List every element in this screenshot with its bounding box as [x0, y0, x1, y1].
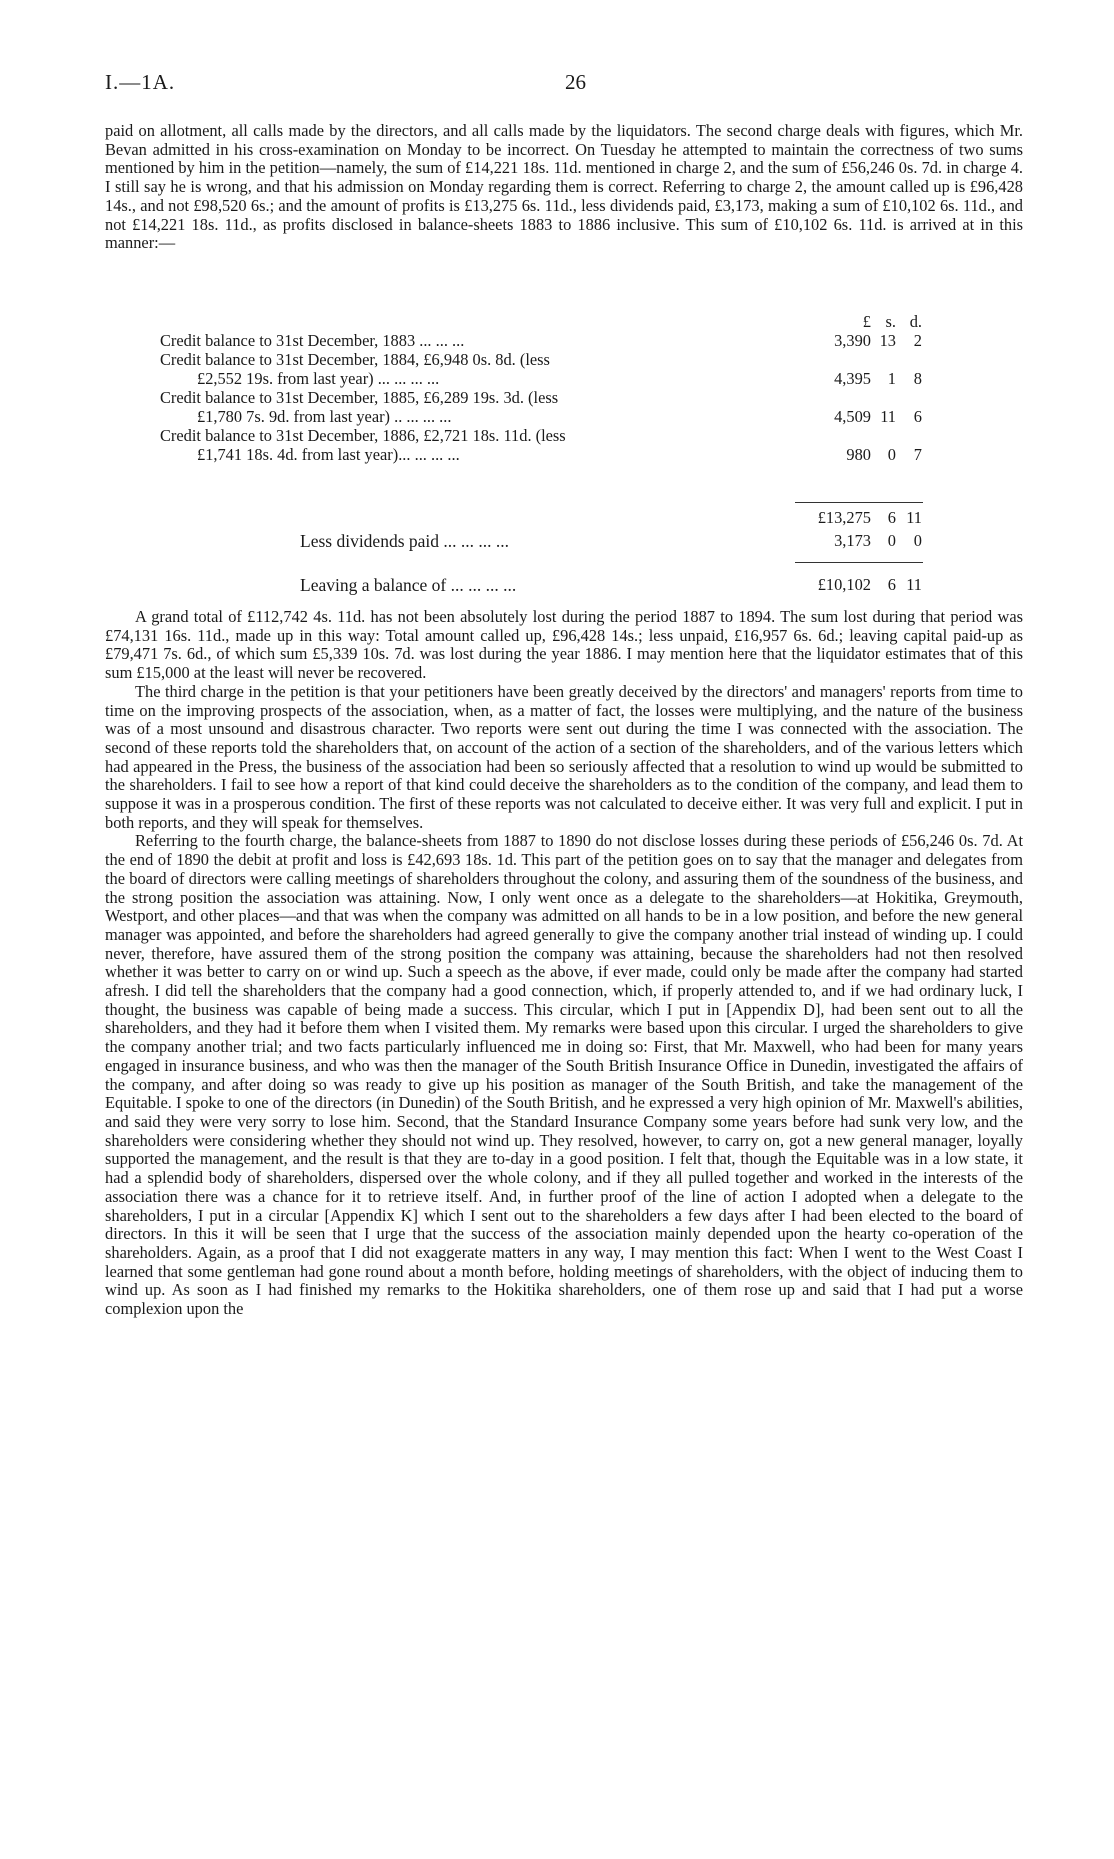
less-shillings: 0 [887, 531, 896, 550]
row-pounds: 3,390 [834, 331, 871, 350]
row-label: Credit balance to 31st December, 1886, £2,721 18s. 11d. (less [160, 426, 566, 445]
row-shillings: 1 [887, 369, 896, 388]
row-label-continued: £1,741 18s. 4d. from last year)... ... ... ... [197, 445, 460, 464]
paragraph-third-charge: The third charge in the petition is that your petitioners have been greatly deceived by the directors' and managers' reports from time to time on the improving prospects of the association, when, as a matter of fact, the losses were multiplying, and the nature of the business was of a most unsound and disastrous character. Two reports were sent out during the time I was connected with the association. The second of these reports told the shareholders that, on account of the action of a section of the shareholders, and of the various letters which had appeared in the Press, the business of the association had been so seriously affected that a resolution to wind up would be submitted to the shareholders. I fail to see how a report of that kind could deceive the shareholders as to the condition of the company, and lead them to suppose it was in a prosperous condition. The first of these reports was not calculated to deceive either. It was very full and explicit. I put in both reports, and they will speak for themselves. [105, 681, 1023, 832]
col-header-shillings: s. [885, 312, 896, 331]
balance-rule [795, 562, 923, 563]
paragraph-losses: A grand total of £112,742 4s. 11d. has not been absolutely lost during the period 1887 to 1894. The sum lost during that period was £74,131 16s. 11d., made up in this way: Total amount called up, £96,428 14s.; less unpaid, £16,957 6s. 6d.; leaving capital paid-up as £79,471 7s. 6d., of which sum £5,339 10s. 7d. was lost during the year 1886. I may mention here that the liquidator estimates that of this sum £15,000 at the least will never be recovered. [105, 607, 1023, 683]
page-number: 26 [565, 70, 586, 94]
row-label: Credit balance to 31st December, 1883 ... ... ... [160, 331, 465, 350]
row-pence: 2 [913, 331, 922, 350]
body-text [105, 608, 1023, 1319]
row-pence: 7 [913, 445, 922, 464]
intro-text [105, 122, 1023, 253]
total-pounds: £13,275 [817, 508, 871, 527]
balance-pence: 11 [906, 575, 922, 594]
col-header-pounds: £ [862, 312, 871, 331]
less-pence: 0 [913, 531, 922, 550]
row-shillings: 13 [879, 331, 896, 350]
row-pence: 8 [913, 369, 922, 388]
balance-shillings: 6 [887, 575, 896, 594]
row-pence: 6 [913, 407, 922, 426]
balance-pounds: £10,102 [817, 575, 871, 594]
document-reference: I.—1A. [105, 70, 176, 94]
paragraph-fourth-charge: Referring to the fourth charge, the balance-sheets from 1887 to 1890 do not disclose losses during these periods of £56,246 0s. 7d. At the end of 1890 the debit at profit and loss is £42,693 18s. 1d. This part of the petition goes on to say that the manager and delegates from the board of directors were calling meetings of shareholders throughout the colony, and assuring them of the soundness of the business, and the strong position the association was attaining. Now, I only went once as a delegate to the shareholders—at Hokitika, Greymouth, Westport, and other places—and that was when the company was admitted on all hands to be in a low position, and before the new general manager was appointed, and before the shareholders had agreed generally to give the company another trial instead of winding up. I could never, therefore, have assured them of the strong position the company was attaining, because the shareholders had not then resolved whether it was better to carry on or wind up. Such a speech as the above, if ever made, could only be made after the company had started afresh. I did tell the shareholders that the company had a good connection, which, if properly attended to, and if we had ordinary luck, I thought, the business was capable of being made a success. This circular, which I put in [Appendix D], had been sent out to all the shareholders, and they had it before them when I visited them. My remarks were based upon this circular. I urged the shareholders to give the company another trial; and two facts particularly influenced me in doing so: First, that Mr. Maxwell, who had been for many years engaged in insurance business, and who was then the manager of the South British Insurance Office in Dunedin, investigated the affairs of the company, and after doing so was ready to give up his position as manager of the South British, and take the management of the Equitable. I spoke to one of the directors (in Dunedin) of the South British, and he expressed a very high opinion of Mr. Maxwell's abilities, and said they were very sorry to lose him. Second, that the Standard Insurance Company some years before had sunk very low, and the shareholders were considering whether they should not wind up. They resolved, however, to carry on, got a new general manager, loyally supported the management, and the result is that they are to-day in a good position. I felt that, though the Equitable was in a low state, it had a splendid body of shareholders, dispersed over the whole colony, and if they all pulled together and worked in the interests of the association there was a chance for it to retrieve itself. And, in further proof of the line of action I adopted when a delegate to the shareholders, I put in a circular [Appendix K] which I sent out to the shareholders a few days after I had been elected to the board of directors. In this it will be seen that I urge that the success of the association mainly depended upon the hearty co-operation of the shareholders. Again, as a proof that I did not exaggerate matters in any way, I may mention this fact: When I went to the West Coast I learned that some gentleman had gone round about a month before, holding meetings of shareholders, with the object of inducing them to wind up. As soon as I had finished my remarks to the Hokitika shareholders, one of them rose up and said that I had put a worse complexion upon the [105, 831, 1023, 1319]
credit-balance-table [105, 312, 1023, 602]
row-shillings: 11 [880, 407, 896, 426]
row-label-continued: £2,552 19s. from last year) ... ... ... ... [197, 369, 440, 388]
row-label-continued: £1,780 7s. 9d. from last year) .. ... ... ... [197, 407, 452, 426]
intro-paragraph: paid on allotment, all calls made by the directors, and all calls made by the liquidators. The second charge deals with figures, which Mr. Bevan admitted in his cross-examination on Monday to be incorrect. On Tuesday he attempted to maintain the correctness of two sums mentioned by him in the petition—namely, the sum of £14,221 18s. 11d. mentioned in charge 2, and the sum of £56,246 0s. 7d. in charge 4. I still say he is wrong, and that his admission on Monday regarding them is correct. Referring to charge 2, the amount called up is £96,428 14s., and not £98,520 6s.; and the amount of profits is £13,275 6s. 11d., less dividends paid, £3,173, making a sum of £10,102 6s. 11d., and not £14,221 18s. 11d., as profits disclosed in balance-sheets 1883 to 1886 inclusive. This sum of £10,102 6s. 11d. is arrived at in this manner:— [105, 121, 1023, 253]
row-label: Credit balance to 31st December, 1884, £6,948 0s. 8d. (less [160, 350, 550, 369]
balance-label: Leaving a balance of ... ... ... ... [300, 575, 517, 595]
total-shillings: 6 [887, 508, 896, 527]
less-pounds: 3,173 [834, 531, 871, 550]
total-pence: 11 [906, 508, 922, 527]
row-label: Credit balance to 31st December, 1885, £6,289 19s. 3d. (less [160, 388, 559, 407]
page-header [105, 70, 1023, 100]
row-shillings: 0 [887, 445, 896, 464]
row-pounds: 980 [846, 445, 871, 464]
less-dividends-label: Less dividends paid ... ... ... ... [300, 531, 510, 551]
sum-rule [795, 502, 923, 503]
row-pounds: 4,395 [834, 369, 871, 388]
row-pounds: 4,509 [834, 407, 871, 426]
col-header-pence: d. [909, 312, 922, 331]
